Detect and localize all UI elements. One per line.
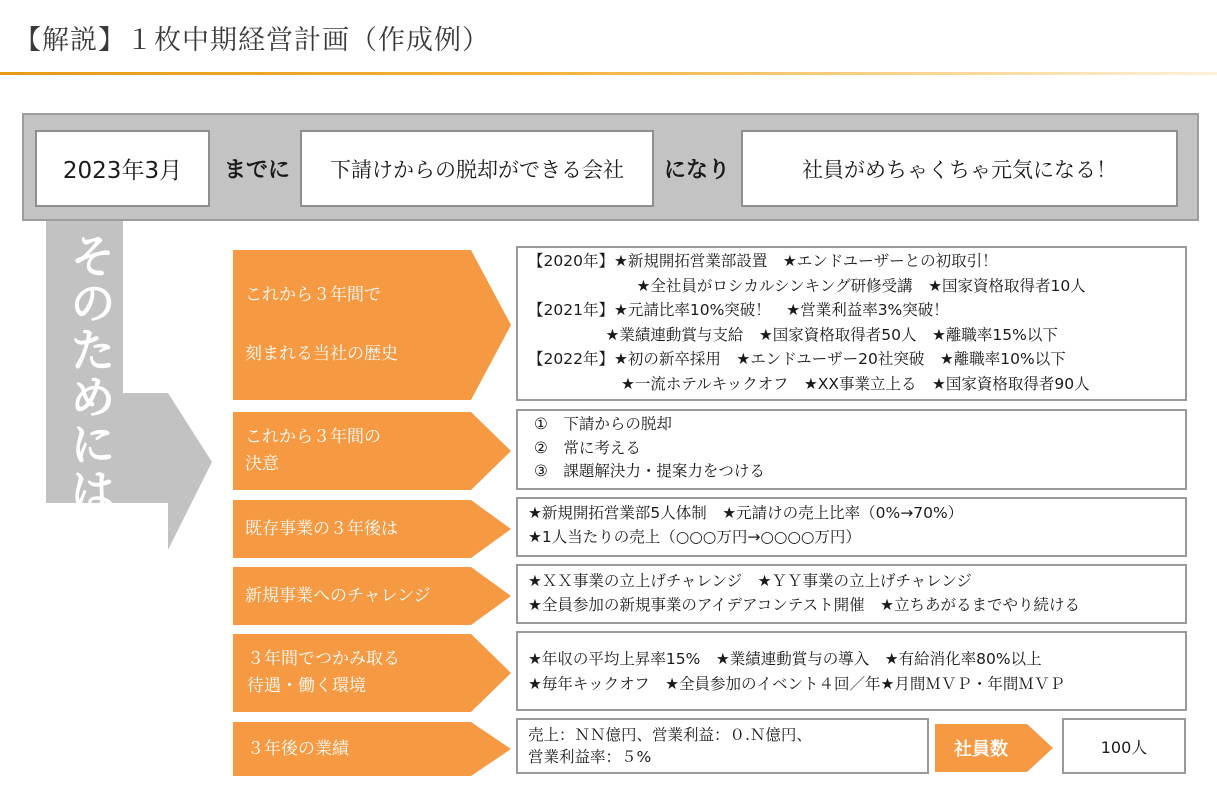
row-label-line: ３年後の業績 — [247, 738, 349, 759]
row-content-line: ★年収の平均上昇率15% ★業績連動賞与の導入 ★有給消化率80%以上 — [528, 650, 1042, 668]
row-label-performance — [233, 722, 511, 776]
row-content-line: 売上：ＮＮ億円、営業利益：０.Ｎ億円、 — [528, 726, 812, 744]
goal-connector-become: になり — [663, 158, 730, 183]
employees-label — [935, 724, 1053, 772]
employees-label-text: 社員数 — [954, 739, 1008, 760]
row-content-line: 【2022年】★初の新卒採用 ★エンドユーザー20社突破 ★離職率10%以下 — [528, 350, 1066, 368]
row-content-line: ★新規開拓営業部5人体制 ★元請けの売上比率（0%→70%） — [528, 504, 964, 522]
row-content-new-business — [516, 564, 1187, 624]
goal-outcome-box — [741, 130, 1178, 207]
row-label-line: 決意 — [245, 454, 279, 474]
row-content-line: ★毎年キックオフ ★全員参加のイベント４回／年★月間ＭＶＰ・年間ＭＶＰ — [528, 675, 1065, 693]
row-label-line: 待遇・働く環境 — [247, 676, 366, 696]
row-content-resolution — [516, 409, 1187, 490]
row-content-existing-business — [516, 497, 1187, 557]
row-label-line: 既存事業の３年後は — [245, 518, 398, 539]
row-content-line: ★一流ホテルキックオフ ★XX事業立上る ★国家資格取得者90人 — [528, 374, 1090, 393]
title-underline — [0, 72, 1217, 75]
row-content-line: 営業利益率：５% — [528, 748, 652, 766]
goal-target: 下請けからの脱却ができる会社 — [330, 157, 624, 182]
goal-outcome: 社員がめちゃくちゃ元気になる！ — [802, 157, 1117, 182]
employees-value — [1062, 718, 1186, 774]
row-content-line: ★1人当たりの売上（○○○万円→○○○○万円） — [528, 527, 861, 546]
page-title: 【解説】１枚中期経営計画（作成例） — [14, 25, 490, 56]
row-content-line: ★全員参加の新規事業のアイデアコンテスト開催 ★立ちあがるまでやり続ける — [528, 595, 1081, 614]
row-content-line: ③ 課題解決力・提案力をつける — [534, 462, 765, 480]
row-label-line: これから３年間の — [245, 427, 381, 447]
row-content-work-environment — [516, 631, 1187, 711]
row-label-resolution — [233, 412, 511, 490]
goal-target-box — [300, 130, 654, 207]
row-label-line: これから３年間で — [245, 285, 381, 305]
row-label-new-business — [233, 567, 511, 625]
row-label-line: 刻まれる当社の歴史 — [245, 344, 398, 364]
row-content-line: 【2021年】★元請比率10%突破！ ★営業利益率3%突破！ — [528, 301, 949, 319]
row-content-history — [516, 246, 1187, 401]
goal-date: 2023年3月 — [62, 158, 183, 184]
row-label-work-environment — [233, 634, 511, 712]
row-content-line: ② 常に考える — [534, 438, 641, 457]
row-content-line: ★全社員がロシカルシンキング研修受講 ★国家資格取得者10人 — [528, 276, 1086, 295]
side-label: そのためには — [63, 232, 117, 514]
row-content-line: 【2020年】★新規開拓営業部設置 ★エンドユーザーとの初取引！ — [528, 252, 998, 270]
row-label-line: ３年間でつかみ取る — [247, 649, 400, 669]
employees-count: 100人 — [1100, 737, 1148, 757]
row-content-performance — [516, 718, 929, 774]
row-content-line: ① 下請からの脱却 — [534, 415, 672, 433]
row-content-line: ★業績連動賞与支給 ★国家資格取得者50人 ★離職率15%以下 — [528, 325, 1058, 344]
row-content-line: ★ＸＸ事業の立上げチャレンジ ★ＹＹ事業の立上げチャレンジ — [528, 572, 972, 590]
row-label-line: 新規事業へのチャレンジ — [245, 585, 431, 606]
row-label-history — [233, 250, 511, 400]
row-label-existing-business — [233, 500, 511, 558]
goal-date-box — [35, 130, 210, 207]
goal-connector-by: までに — [223, 158, 290, 183]
